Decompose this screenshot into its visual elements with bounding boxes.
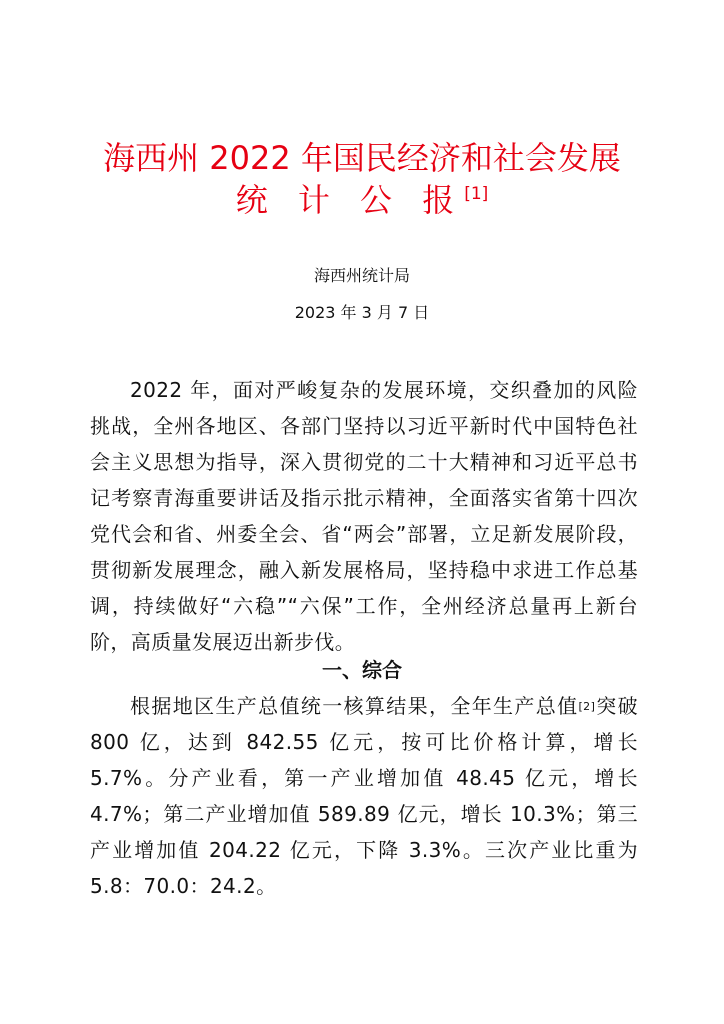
report-title-line2 [0, 180, 724, 220]
issuing-agency: 海西州统计局 [313, 266, 410, 285]
overview-text-after-note: 突破 800 亿，达到 842.55 亿元，按可比价格计算，增长 5.7%。分产业看，第一产业增加值 48.45 亿元，增长 4.7%；第二产业增加值 589.89 亿元，增长 10.3%；第三产业增加值 204.22 亿元，下降 3.3%。三次产业比重为 5.8：70.0：24.2。 [90, 694, 638, 898]
overview-text-before-note: 根据地区生产总值统一核算结果，全年生产总值 [130, 694, 579, 718]
overview-paragraph [90, 688, 638, 904]
section-heading-overview: 一、综合 [322, 658, 402, 682]
intro-paragraph: 2022 年，面对严峻复杂的发展环境，交织叠加的风险挑战，全州各地区、各部门坚持以习近平新时代中国特色社会主义思想为指导，深入贯彻党的二十大精神和习近平总书记考察青海重要讲话及指示批示精神，全面落实省第十四次党代会和省、州委全会、省“两会”部署，立足新发展阶段，贯彻新发展理念，融入新发展格局，坚持稳中求进工作总基调，持续做好“六稳”“六保”工作，全州经济总量再上新台阶，高质量发展迈出新步伐。 [90, 378, 638, 654]
issue-date: 2023 年 3 月 7 日 [294, 303, 430, 322]
gdp-footnote-marker[interactable]: [2] [578, 700, 596, 713]
title-text-line2: 统 计 公 报 [235, 181, 465, 219]
title-footnote-marker[interactable]: [1] [464, 184, 489, 204]
title-text-line1: 海西州 2022 年国民经济和社会发展 [103, 139, 621, 177]
report-title-line1 [0, 138, 724, 178]
